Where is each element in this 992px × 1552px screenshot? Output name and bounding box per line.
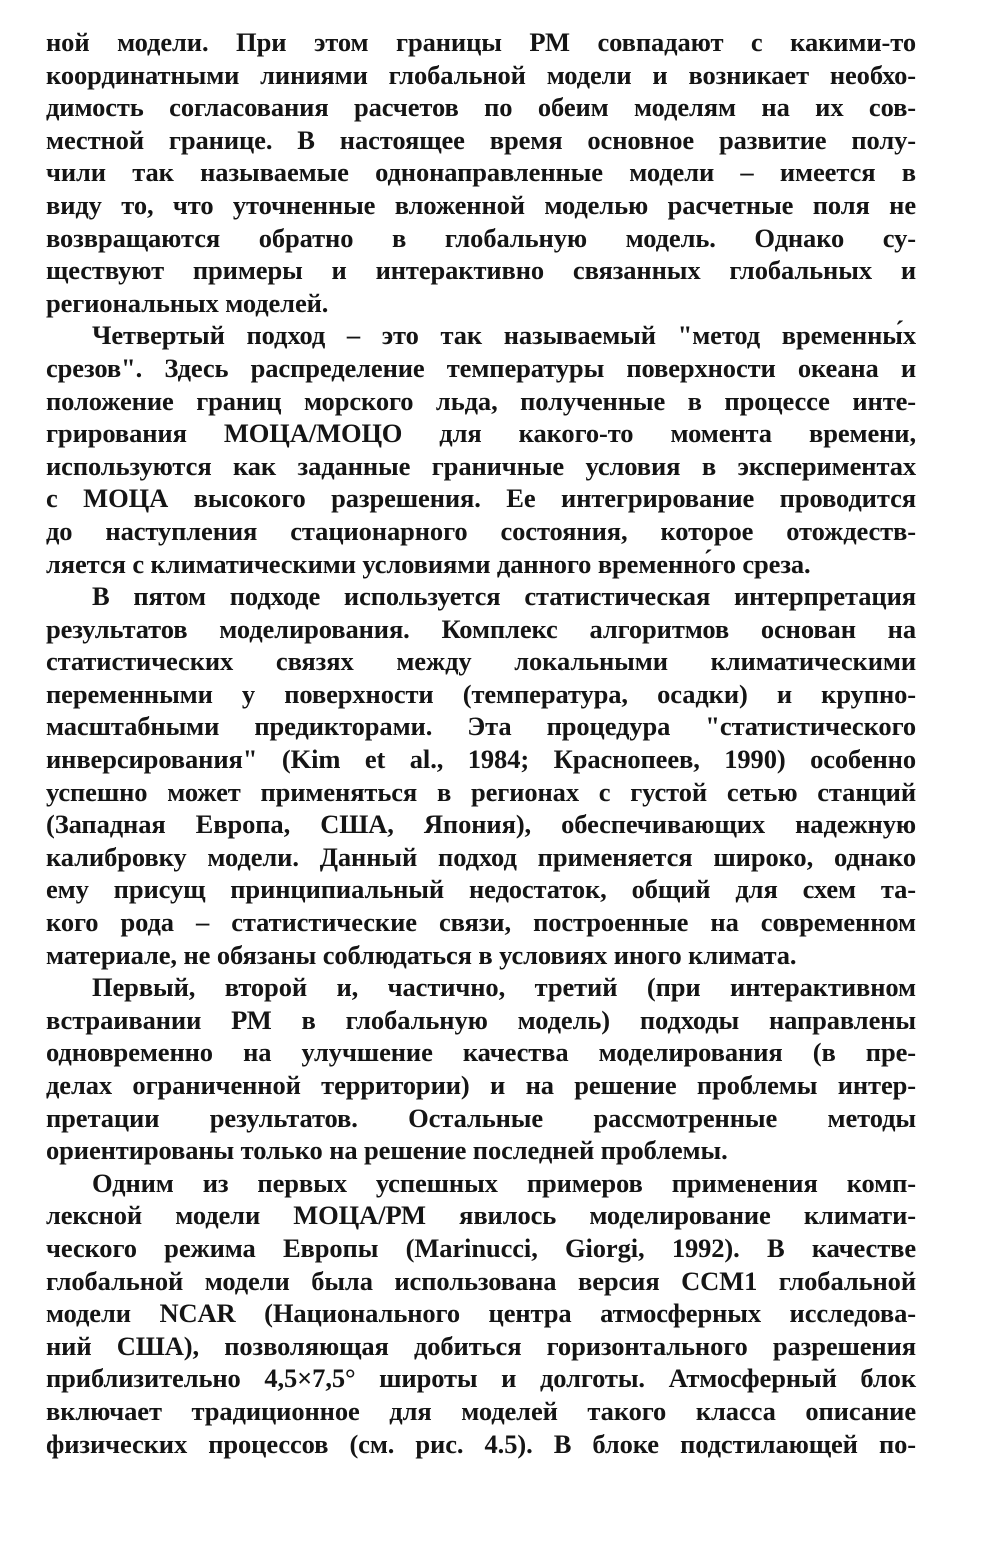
paragraph <box>46 1167 916 1460</box>
text-line: модели NCAR (Национального центра атмосферных исследова- <box>46 1298 916 1329</box>
text-line: встраивании РМ в глобальную модель) подходы направлены <box>46 1004 916 1035</box>
text-line: координатными линиями глобальной модели и возникает необхо- <box>46 59 916 90</box>
text-line: кого рода – статистические связи, построенные на современном <box>46 907 916 938</box>
text-line: калибровку модели. Данный подход применяется широко, однако <box>46 841 916 872</box>
text-line: димость согласования расчетов по обеим моделям на их сов- <box>46 92 916 123</box>
text-line: Одним из первых успешных примеров применения комп- <box>92 1167 916 1198</box>
text-line: претации результатов. Остальные рассмотренные методы <box>46 1102 916 1133</box>
text-line: до наступления стационарного состояния, которое отождеств- <box>46 515 916 546</box>
text-line: результатов моделирования. Комплекс алгоритмов основан на <box>46 613 916 644</box>
paragraph <box>46 580 916 971</box>
text-line: успешно может применяться в регионах с густой сетью станций <box>46 776 916 807</box>
text-line: возвращаются обратно в глобальную модель. Однако су- <box>46 222 916 253</box>
text-line: чили так называемые однонаправленные модели – имеется в <box>46 157 916 188</box>
text-line: включает традиционное для моделей такого класса описание <box>46 1395 916 1426</box>
text-line: лексной модели МОЦА/РМ явилось моделирование климати- <box>46 1200 916 1231</box>
text-line: глобальной модели была использована версия CCM1 глобальной <box>46 1265 916 1296</box>
text-line: срезов". Здесь распределение температуры поверхности океана и <box>46 352 916 383</box>
text-line: местной границе. В настоящее время основное развитие полу- <box>46 124 916 155</box>
text-line: используются как заданные граничные условия в экспериментах <box>46 450 916 481</box>
text-line: положение границ морского льда, полученные в процессе инте- <box>46 385 916 416</box>
text-line: физических процессов (см. рис. 4.5). В блоке подстилающей по- <box>46 1428 916 1459</box>
text-line: одновременно на улучшение качества моделирования (в пре- <box>46 1037 916 1068</box>
text-line: инверсирования" (Kim et al., 1984; Краснопеев, 1990) особенно <box>46 744 916 775</box>
paragraph <box>46 319 916 580</box>
text-line: делах ограниченной территории) и на решение проблемы интер- <box>46 1070 916 1100</box>
text-line: В пятом подходе используется статистическая интерпретация <box>92 581 916 612</box>
text-line: ний США), позволяющая добиться горизонтального разрешения <box>46 1330 916 1361</box>
text-line: ческого режима Европы (Marinucci, Giorgi, 1992). В качестве <box>46 1232 916 1263</box>
text-line: грирования МОЦА/МОЦО для какого-то момента времени, <box>46 418 916 449</box>
text-line: виду то, что уточненные вложенной моделью расчетные поля не <box>46 189 916 220</box>
text-line: ной модели. При этом границы РМ совпадают с какими-то <box>46 27 916 57</box>
text-line: ществуют примеры и интерактивно связанных глобальных и <box>46 255 916 286</box>
text-line: переменными у поверхности (температура, осадки) и крупно- <box>46 678 916 709</box>
text-line: с МОЦА высокого разрешения. Ее интегрирование проводится <box>46 483 916 514</box>
text-line: (Западная Европа, США, Япония), обеспечивающих надежную <box>46 809 916 840</box>
paragraph <box>46 971 916 1167</box>
text-line: ляется с климатическими условиями данного временно́го среза. <box>46 548 811 579</box>
paragraph <box>46 26 916 319</box>
text-line: Четвертый подход – это так называемый "метод временны́х <box>92 320 916 351</box>
text-line: Первый, второй и, частично, третий (при интерактивном <box>92 972 916 1003</box>
text-line: материале, не обязаны соблюдаться в условиях иного климата. <box>46 939 797 970</box>
text-line: масштабными предикторами. Эта процедура "статистического <box>46 711 916 742</box>
text-line: ему присущ принципиальный недостаток, общий для схем та- <box>46 874 916 905</box>
text-line: статистических связях между локальными климатическими <box>46 646 916 677</box>
page-body <box>46 26 916 1460</box>
text-line: ориентированы только на решение последней проблемы. <box>46 1135 728 1166</box>
text-line: региональных моделей. <box>46 287 329 318</box>
text-line: приблизительно 4,5×7,5° широты и долготы. Атмосферный блок <box>46 1363 916 1394</box>
